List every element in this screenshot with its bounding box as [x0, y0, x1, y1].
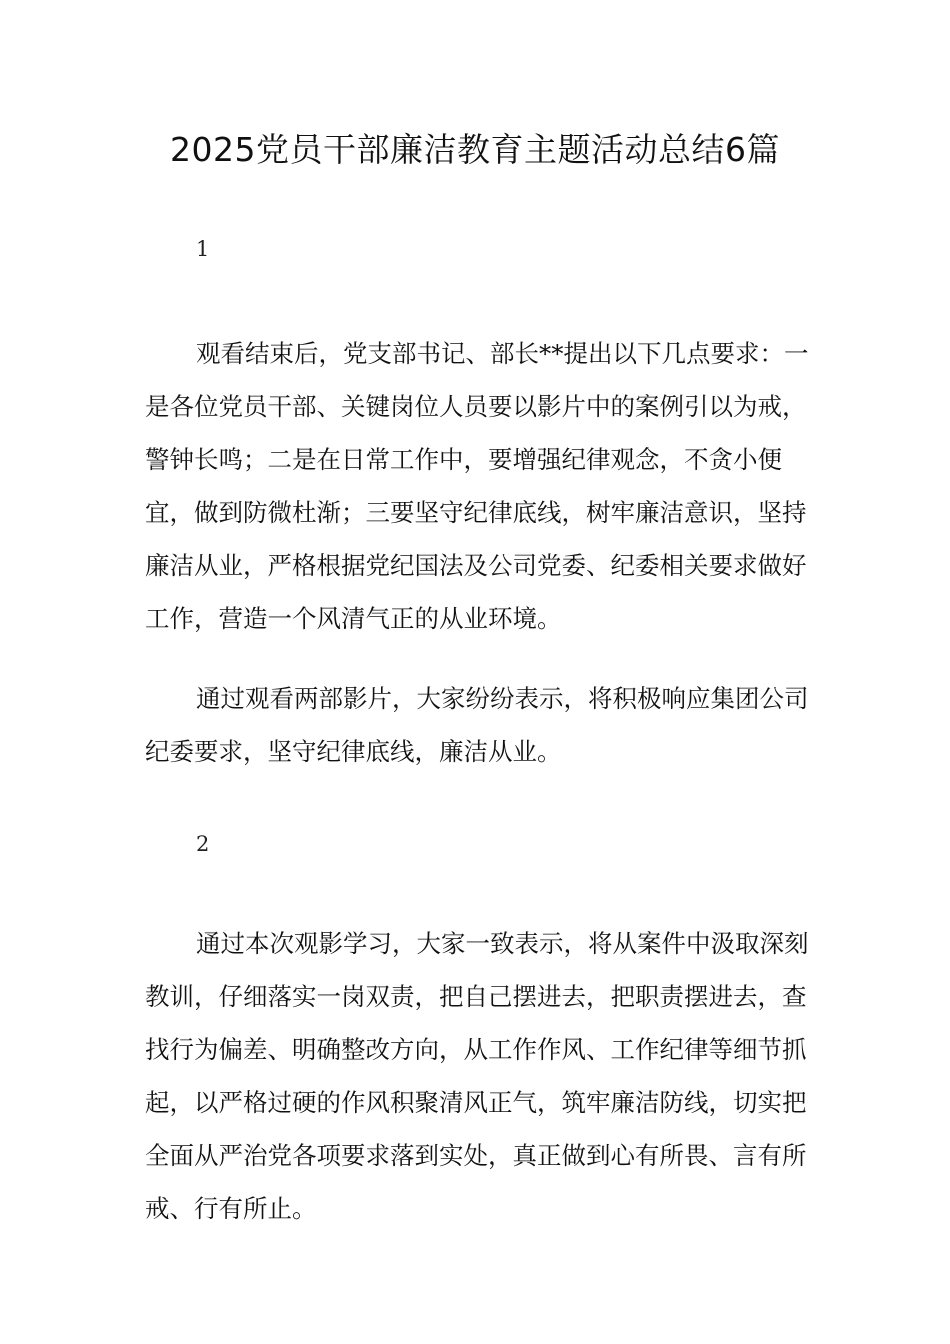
section-number: 2: [196, 832, 210, 856]
section-number: 1: [196, 237, 210, 261]
paragraph: 通过本次观影学习，大家一致表示，将从案件中汲取深刻教训，仔细落实一岗双责，把自己摆进去，把职责摆进去，查找行为偏差、明确整改方向，从工作作风、工作纪律等细节抓起，以严格过硬的作风积聚清风正气，筑牢廉洁防线，切实把全面从严治党各项要求落到实处，真正做到心有所畏、言有所戒、行有所止。: [145, 929, 809, 1223]
document-title: 2025党员干部廉洁教育主题活动总结6篇: [170, 130, 780, 169]
paragraph: 通过观看两部影片，大家纷纷表示，将积极响应集团公司纪委要求，坚守纪律底线，廉洁从业。: [145, 684, 809, 766]
paragraph: 观看结束后，党支部书记、部长**提出以下几点要求：一是各位党员干部、关键岗位人员要以影片中的案例引以为戒，警钟长鸣；二是在日常工作中，要增强纪律观念，不贪小便宜，做到防微杜渐；三要坚守纪律底线，树牢廉洁意识，坚持廉洁从业，严格根据党纪国法及公司党委、纪委相关要求做好工作，营造一个风清气正的从业环境。: [145, 339, 809, 633]
